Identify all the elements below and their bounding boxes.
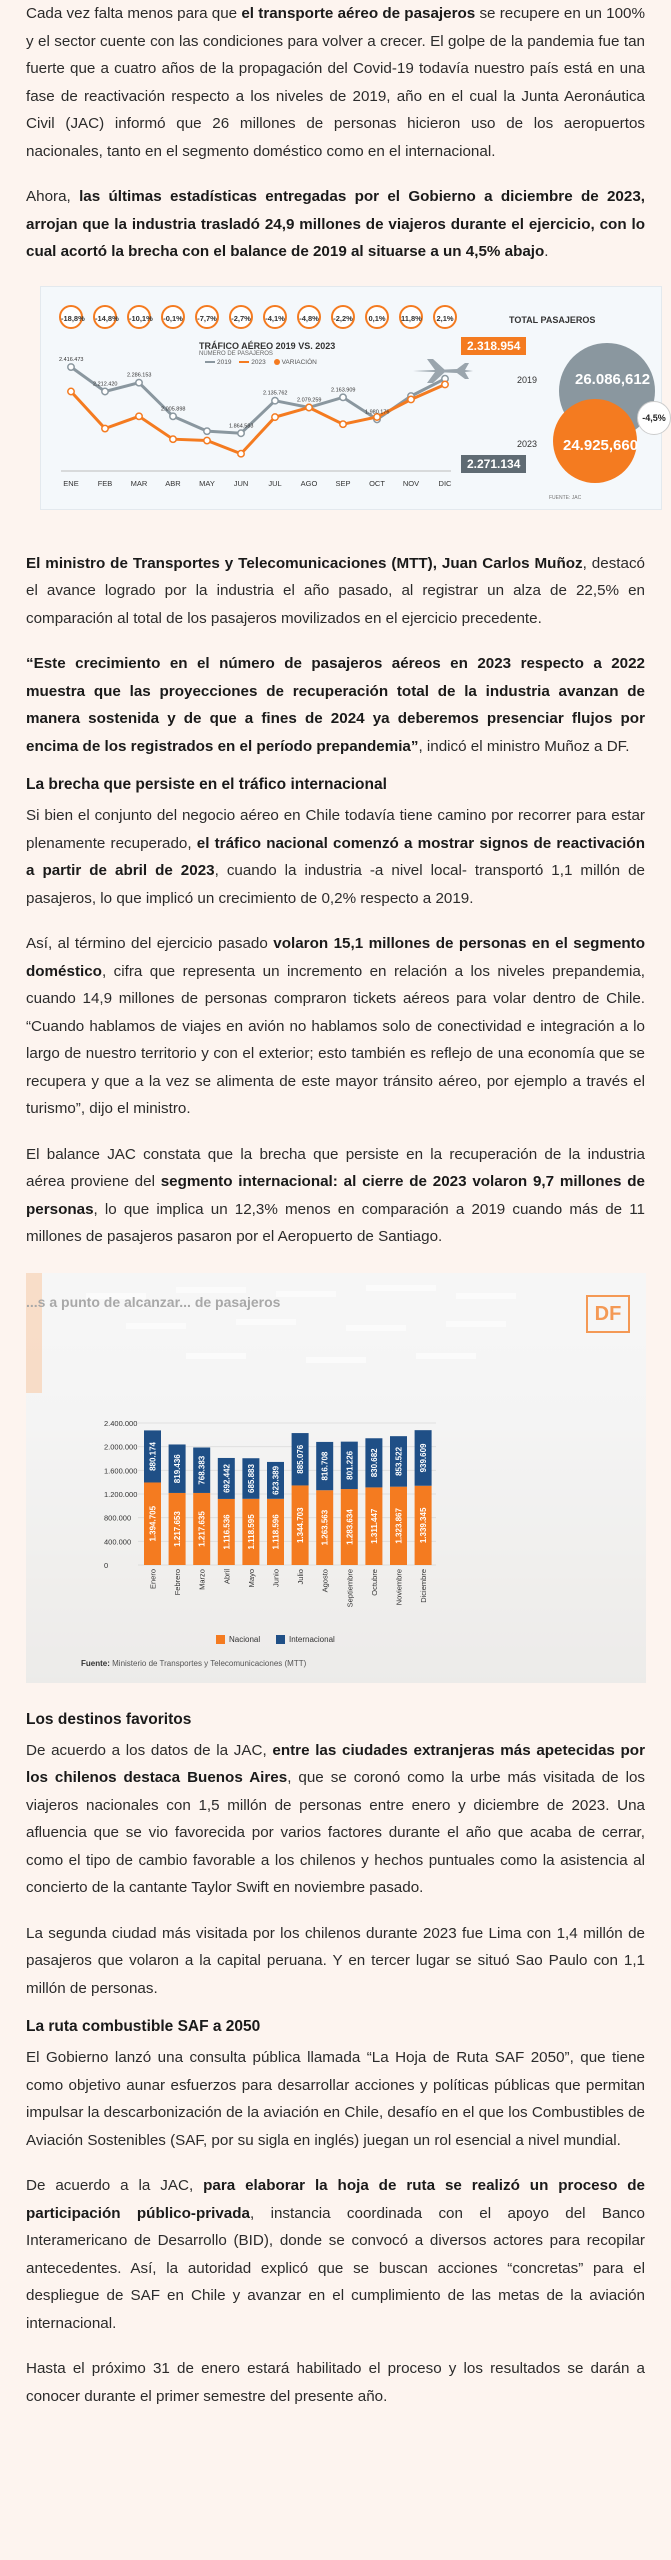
data-label-nacional-febrero: 1.217.653 bbox=[173, 1510, 183, 1547]
infographic-legend: TRÁFICO AÉREO 2019 VS. 2023 NÚMERO DE PASAJEROS 2019 2023 VARIACIÓN bbox=[199, 340, 336, 366]
point-2023-may bbox=[204, 437, 210, 443]
data-label-nacional-agosto: 1.263.563 bbox=[320, 1509, 330, 1545]
paragraph-closing: Hasta el próximo 31 de enero estará habilitado el proceso y los resultados se darán a conocer durante el primer semestre del presente año. bbox=[26, 2360, 645, 2405]
data-label-internacional-mayo: 685.883 bbox=[246, 1463, 256, 1493]
total-2019-value: 26.086,612 bbox=[575, 370, 651, 388]
paragraph-stats: Ahora, las últimas estadísticas entregadas por el Gobierno a diciembre de 2023, arrojan que la industria trasladó 24,9 millones de viajeros durante el ejercicio, con lo cual acortó la brecha con el balance de 2019 al situarse a un 4,5% abajo. bbox=[26, 188, 645, 260]
point-2023-nov bbox=[408, 396, 414, 402]
point-2019-ene bbox=[68, 363, 74, 369]
month-label-may: MAY bbox=[199, 478, 215, 488]
label-2019-feb: 2.212.420 bbox=[93, 381, 118, 388]
point-2023-jun bbox=[238, 450, 244, 456]
point-2023-ago bbox=[306, 404, 312, 410]
airport-photo-chart bbox=[26, 1273, 646, 1683]
month-label-abr: ABR bbox=[165, 478, 181, 488]
variation-chip-abr: -0,1% bbox=[161, 305, 185, 329]
month-label-nov: NOV bbox=[402, 478, 420, 488]
total-2019-label: 2019 bbox=[517, 374, 538, 385]
data-label-internacional-octubre: 830.682 bbox=[369, 1447, 379, 1477]
month-label-ago: AGO bbox=[300, 478, 318, 488]
point-2019-mar bbox=[136, 379, 142, 385]
month-label-feb: FEB bbox=[97, 478, 113, 488]
data-label-nacional-abril: 1.116.536 bbox=[222, 1513, 232, 1550]
infographic-source: FUENTE: JAC bbox=[549, 494, 582, 501]
point-2019-abr bbox=[170, 413, 176, 419]
total-2023-value: 24.925,660 bbox=[563, 436, 639, 454]
legend-variation-swatch bbox=[274, 359, 280, 365]
data-label-internacional-enero: 880.174 bbox=[148, 1441, 158, 1471]
month-label-jun: JUN bbox=[233, 478, 249, 488]
legend-internacional-swatch bbox=[276, 1635, 285, 1644]
paragraph-intro: Cada vez falta menos para que el transporte aéreo de pasajeros se recupere en un 100% y el sector cuente con las condiciones para volver a crecer. El golpe de la pandemia fue tan fuerte que a cuatro años de la propagación del Covid-19 todavía nuestro país está en una fase de reactivación respecto a los niveles de 2019, año en el cual la Junta Aeronáutica Civil (JAC) informó que 26 millones de personas hicieron uso de los aeropuertos nacionales, tanto en el segmento doméstico como en el internacional. bbox=[26, 5, 645, 160]
paragraph-quote: “Este crecimiento en el número de pasajeros aéreos en 2023 respecto a 2022 muestra que las proyecciones de recuperación total de la industria avanzan de manera sostenida y de que a fines de 2024 ya deberemos presenciar flujos por encima de los registrados en el período prepandemia”, indicó el ministro Muñoz a DF. bbox=[26, 655, 645, 755]
label-2019-oct: 1.980.176 bbox=[365, 408, 390, 415]
data-label-nacional-octubre: 1.311.447 bbox=[369, 1508, 379, 1544]
y-tick-label: 800.000 bbox=[104, 1513, 132, 1523]
data-label-internacional-noviembre: 853.522 bbox=[394, 1446, 404, 1476]
heading-saf: La ruta combustible SAF a 2050 bbox=[26, 2018, 261, 2035]
variation-chip-ene: -18,8% bbox=[59, 305, 83, 329]
data-label-internacional-marzo: 768.383 bbox=[197, 1455, 207, 1485]
traffic-infographic bbox=[40, 286, 666, 510]
variation-chip-nov: 11,8% bbox=[399, 305, 423, 329]
month-label-oct: OCT bbox=[369, 478, 385, 488]
point-2023-dic bbox=[442, 381, 448, 387]
data-label-nacional-enero: 1.394.705 bbox=[148, 1505, 158, 1542]
total-2023-label: 2023 bbox=[517, 438, 538, 449]
heading-destinations: Los destinos favoritos bbox=[26, 1710, 192, 1728]
month-label-mar: MAR bbox=[130, 478, 148, 488]
label-2019-ago: 2.079.259 bbox=[297, 396, 322, 403]
month-label-jul: JUL bbox=[268, 478, 282, 488]
legend-2023-swatch bbox=[239, 361, 249, 363]
variation-chip-jul: -4,1% bbox=[263, 305, 287, 329]
data-label-internacional-julio: 885.076 bbox=[296, 1444, 306, 1474]
variation-chip-may: -7,7% bbox=[195, 305, 219, 329]
point-2023-feb bbox=[102, 425, 108, 431]
point-2019-jul bbox=[272, 397, 278, 403]
label-2019-ene: 2.416.473 bbox=[59, 356, 84, 363]
data-label-nacional-marzo: 1.217.635 bbox=[197, 1510, 207, 1547]
x-tick-label-mayo: Mayo bbox=[246, 1568, 256, 1587]
badge-dec-2023: 2.271.134 bbox=[461, 455, 526, 473]
label-2019-mar: 2.286.153 bbox=[127, 372, 152, 379]
point-2019-may bbox=[204, 427, 210, 433]
variation-chip-jun: -2,7% bbox=[229, 305, 253, 329]
month-label-ene: ENE bbox=[63, 478, 79, 488]
photo-chart-title: ...s a punto de alcanzar... de pasajeros bbox=[26, 1293, 281, 1310]
legend-nacional-swatch bbox=[216, 1635, 225, 1644]
badge-dec-2019: 2.318.954 bbox=[461, 337, 526, 355]
data-label-nacional-noviembre: 1.323.867 bbox=[394, 1507, 404, 1544]
data-label-internacional-diciembre: 939.609 bbox=[419, 1442, 429, 1472]
x-tick-label-septiembre: Septiembre bbox=[345, 1568, 355, 1607]
data-label-internacional-junio: 623.389 bbox=[271, 1465, 281, 1495]
point-2019-sep bbox=[340, 394, 346, 400]
x-tick-label-noviembre: Noviembre bbox=[394, 1568, 404, 1605]
total-variation-badge: -4,5% bbox=[637, 401, 671, 435]
chart-source: Fuente: Ministerio de Transportes y Telecomunicaciones (MTT) bbox=[81, 1658, 307, 1668]
x-tick-label-marzo: Marzo bbox=[197, 1568, 207, 1590]
variation-chip-sep: -2,2% bbox=[331, 305, 355, 329]
x-tick-label-julio: Julio bbox=[296, 1568, 306, 1584]
variation-chip-ago: -4,8% bbox=[297, 305, 321, 329]
x-tick-label-octubre: Octubre bbox=[369, 1568, 379, 1596]
variation-chip-feb: -14,8% bbox=[93, 305, 117, 329]
paragraph-buenos-aires: De acuerdo a los datos de la JAC, entre las ciudades extranjeras más apetecidas por los chilenos destaca Buenos Aires, que se coronó como la urbe más visitada de los viajeros nacionales con 1,5 millón de personas entre enero y diciembre de 2023. Una afluencia que se vio favorecida por varios factores durante el año que acaba de cerrar, como el tipo de cambio favorable a los chilenos y hechos puntuales como la asistencia al concierto de la cantante Taylor Swift en noviembre pasado. bbox=[26, 1741, 645, 1896]
point-2023-jul bbox=[272, 413, 278, 419]
point-2023-mar bbox=[136, 413, 142, 419]
variation-chip-oct: 0,1% bbox=[365, 305, 389, 329]
x-tick-label-enero: Enero bbox=[148, 1568, 158, 1589]
data-label-internacional-agosto: 816.708 bbox=[320, 1451, 330, 1481]
data-label-internacional-abril: 692.442 bbox=[222, 1463, 232, 1493]
variation-chip-dic: 2,1% bbox=[433, 305, 457, 329]
point-2023-ene bbox=[68, 388, 74, 394]
x-tick-label-abril: Abril bbox=[222, 1568, 232, 1584]
variation-chip-mar: -10,1% bbox=[127, 305, 151, 329]
x-tick-label-agosto: Agosto bbox=[320, 1568, 330, 1592]
point-2019-jun bbox=[238, 430, 244, 436]
y-tick-label: 2.000.000 bbox=[104, 1442, 138, 1452]
month-label-dic: DIC bbox=[438, 478, 452, 488]
x-tick-label-diciembre: Diciembre bbox=[419, 1568, 429, 1603]
y-tick-label: 2.400.000 bbox=[104, 1418, 138, 1428]
x-tick-label-junio: Junio bbox=[271, 1568, 281, 1587]
paragraph-saf: El Gobierno lanzó una consulta pública llamada “La Hoja de Ruta SAF 2050”, que tiene como objetivo aunar esfuerzos para desarrollar acciones y políticas públicas que permitan impulsar la descarbonización de la aviación en Chile, desafío en el que los Combustibles de Aviación Sostenibles (SAF, por su sigla en inglés) juegan un rol esencial a nivel mundial. bbox=[26, 2049, 645, 2149]
df-logo: DF bbox=[586, 1295, 630, 1333]
data-label-nacional-diciembre: 1.339.345 bbox=[419, 1507, 429, 1543]
total-passengers-title: TOTAL PASAJEROS bbox=[509, 314, 596, 325]
y-tick-label: 1.200.000 bbox=[104, 1489, 138, 1499]
y-tick-label: 0 bbox=[104, 1560, 109, 1570]
point-2023-sep bbox=[340, 421, 346, 427]
paragraph-international: El balance JAC constata que la brecha que persiste en la recuperación de la industria aérea proviene del segmento internacional: al cierre de 2023 volaron 9,7 millones de personas, lo que implica un 12,3% menos en comparación a 2019 cuando más de 11 millones de pasajeros pasaron por el Aeropuerto de Santiago. bbox=[26, 1145, 645, 1245]
legend-2019-swatch bbox=[205, 361, 215, 363]
series-line-2023 bbox=[71, 384, 445, 453]
paragraph-national: Si bien el conjunto del negocio aéreo en Chile todavía tiene camino por recorrer para estar plenamente recuperado, el tráfico nacional comenzó a mostrar signos de reactivación a partir de abril de 2023, cuando la industria -a nivel local- transportó 1,1 millón de pasajeros, lo que implicó un crecimiento de 0,2% respecto a 2019. bbox=[26, 807, 645, 907]
data-label-nacional-septiembre: 1.283.634 bbox=[345, 1508, 355, 1545]
point-2023-abr bbox=[170, 436, 176, 442]
legend-internacional: Internacional bbox=[276, 1635, 335, 1644]
data-label-nacional-junio: 1.118.596 bbox=[271, 1513, 281, 1549]
x-tick-label-febrero: Febrero bbox=[173, 1568, 183, 1595]
label-2019-jul: 2.135.762 bbox=[263, 390, 288, 397]
label-2019-sep: 2.163.909 bbox=[331, 386, 356, 393]
month-label-sep: SEP bbox=[335, 478, 351, 488]
data-label-internacional-febrero: 819.436 bbox=[173, 1453, 183, 1483]
heading-gap: La brecha que persiste en el tráfico internacional bbox=[26, 776, 387, 793]
y-tick-label: 400.000 bbox=[104, 1536, 132, 1546]
paragraph-domestic: Así, al término del ejercicio pasado volaron 15,1 millones de personas en el segmento doméstico, cifra que representa un incremento en relación a los niveles prepandemia, cuando 14,9 millones de personas compraron tickets aéreos para volar dentro de Chile. “Cuando hablamos de viajes en avión no hablamos solo de conectividad e integración a lo largo de nuestro territorio y con el exterior; esto también es reflejo de una economía que se recupera y que a la vez se alimenta de este mayor tránsito aéreo, por ejemplo a través el turismo”, dijo el ministro. bbox=[26, 935, 646, 1117]
label-2019-jun: 1.864.583 bbox=[229, 422, 254, 429]
paragraph-jac: De acuerdo a la JAC, para elaborar la hoja de ruta se realizó un proceso de participación público-privada, instancia coordinada con el apoyo del Banco Interamericano de Desarrollo (BID), donde se convocó a diversos actores para recopilar antecedentes. Así, la autoridad explicó que se buscan acciones “concretas” para el despliegue de SAF en Chile y avanzar en el cumplimiento de las metas de la aviación internacional. bbox=[26, 2177, 645, 2332]
point-2019-feb bbox=[102, 388, 108, 394]
paragraph-minister: El ministro de Transportes y Telecomunicaciones (MTT), Juan Carlos Muñoz, destacó el avance logrado por la industria el año pasado, al registrar un alza de 22,5% en comparación al total de los pasajeros movilizados en el ejercicio precedente. bbox=[26, 554, 645, 627]
paragraph-lima: La segunda ciudad más visitada por los chilenos durante 2023 fue Lima con 1,4 millón de pasajeros que volaron a la capital peruana. Y en tercer lugar se situó Sao Paulo con 1,1 millón de personas. bbox=[26, 1924, 645, 1997]
data-label-nacional-julio: 1.344.703 bbox=[296, 1506, 306, 1543]
data-label-nacional-mayo: 1.118.595 bbox=[246, 1513, 256, 1549]
data-label-internacional-septiembre: 801.226 bbox=[345, 1450, 355, 1480]
legend-nacional: Nacional bbox=[216, 1635, 260, 1644]
label-2019-abr: 2.005.898 bbox=[161, 405, 186, 412]
monthly-bar-chart bbox=[26, 1273, 646, 1683]
y-tick-label: 1.600.000 bbox=[104, 1465, 138, 1475]
